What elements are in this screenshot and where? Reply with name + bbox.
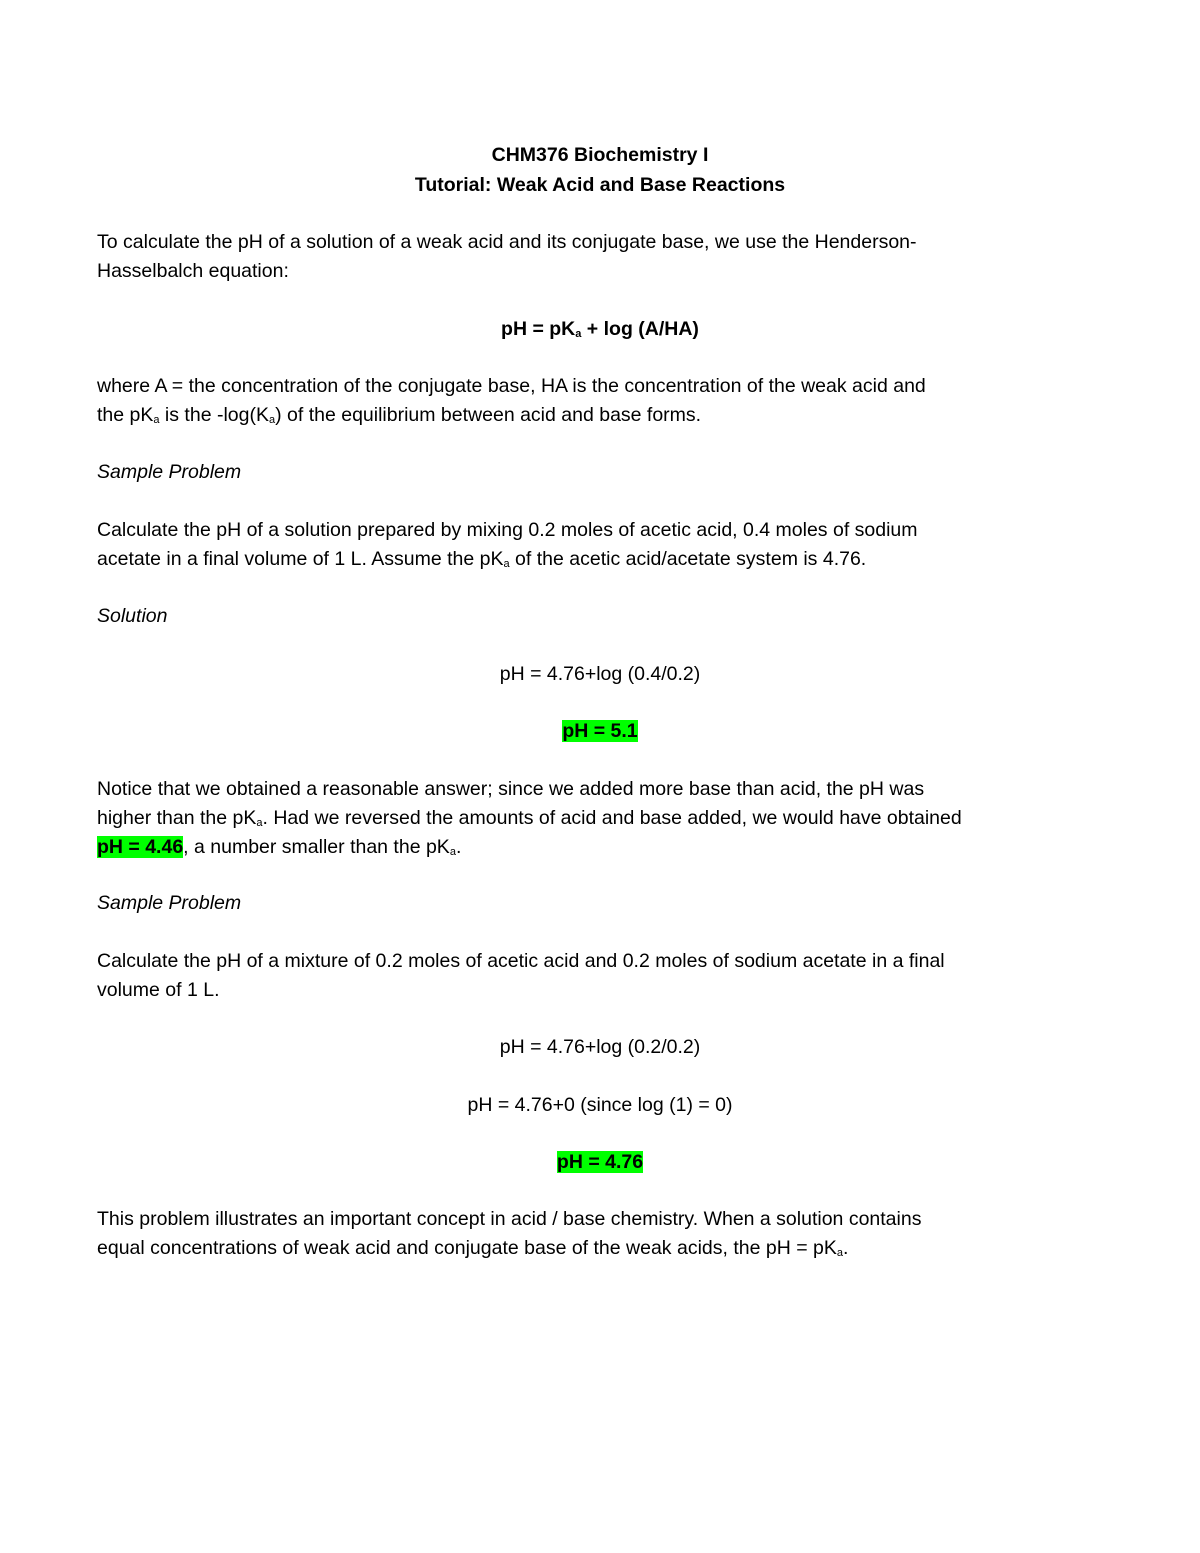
- answer-highlight: pH = 4.76: [556, 1151, 644, 1173]
- reversed-answer-highlight: pH = 4.46: [97, 836, 184, 858]
- problem-1-line-1: Calculate the pH of a solution prepared by mixing 0.2 moles of acetic acid, 0.4 moles of sodium: [97, 519, 918, 541]
- problem-1-answer: [0, 717, 1200, 746]
- tutorial-title: Tutorial: Weak Acid and Base Reactions: [414, 174, 786, 196]
- notice-line-2: higher than the $pK_a$. Had we reversed the amounts of acid and base added, we would have obtained: [97, 807, 962, 829]
- conclusion-line-1: This problem illustrates an important concept in acid / base chemistry. When a solution contains: [97, 1208, 922, 1230]
- sample-problem-1-heading: Sample Problem: [97, 461, 242, 483]
- solution-heading: Solution: [97, 605, 168, 627]
- problem-2-line-2: volume of 1 L.: [97, 979, 220, 1001]
- problem-2-calculation-1: pH = 4.76+log (0.2/0.2): [499, 1036, 701, 1058]
- notice-line-3: pH = 4.46, a number smaller than the $pK_a$.: [97, 836, 462, 858]
- problem-1-calculation: pH = 4.76+log (0.4/0.2): [499, 663, 701, 685]
- sample-problem-2-heading: Sample Problem: [97, 892, 242, 914]
- answer-highlight: pH = 5.1: [562, 720, 638, 742]
- intro-line-1: To calculate the pH of a solution of a weak acid and its conjugate base, we use the Henderson-: [97, 231, 917, 253]
- course-title: CHM376 Biochemistry I: [491, 144, 709, 166]
- problem-2-calculation-2: pH = 4.76+0 (since log (1) = 0): [467, 1094, 733, 1116]
- problem-2-answer: [0, 1148, 1200, 1177]
- problem-2-line-1: Calculate the pH of a mixture of 0.2 moles of acetic acid and 0.2 moles of sodium acetate in a final: [97, 950, 945, 972]
- definition-line-2: the $pK_a$ is the $-\log(K_a)$ of the equilibrium between acid and base forms.: [97, 404, 702, 426]
- intro-line-2: Hasselbalch equation:: [97, 260, 289, 282]
- conclusion-line-2: equal concentrations of weak acid and conjugate base of the weak acids, the pH = $pK_a$.: [97, 1237, 849, 1259]
- definition-line-1: where A = the concentration of the conjugate base, HA is the concentration of the weak acid and: [97, 375, 926, 397]
- problem-1-line-2: acetate in a final volume of 1 L. Assume the $pK_a$ of the acetic acid/acetate system is 4.76.: [97, 548, 867, 570]
- henderson-hasselbalch-equation: pH = $pK_a + \log (A/HA)$: [501, 318, 699, 340]
- notice-line-1: Notice that we obtained a reasonable answer; since we added more base than acid, the pH was: [97, 778, 925, 800]
